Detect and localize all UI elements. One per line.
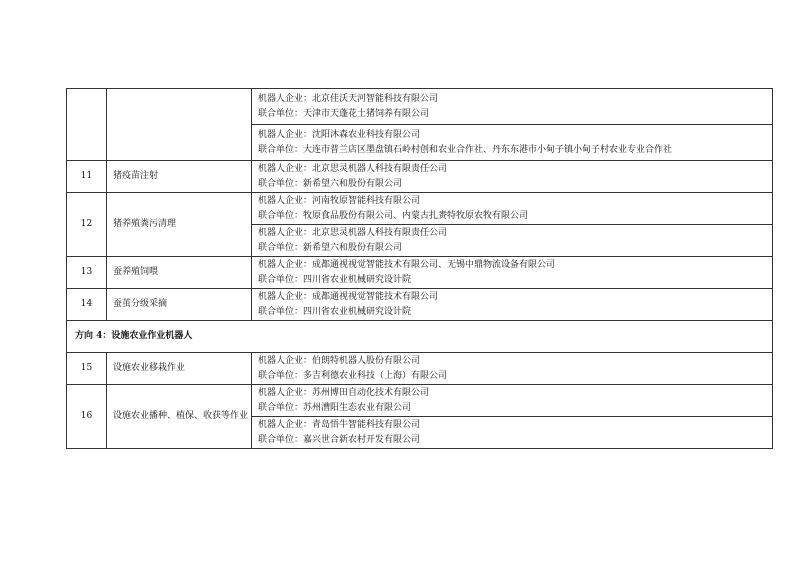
row-number-cell: 16 (67, 385, 107, 449)
row-number-cell: 14 (67, 289, 107, 321)
partner-unit-text: 联合单位：新希望六和股份有限公司 (258, 178, 403, 189)
partner-unit-text: 联合单位：新希望六和股份有限公司 (258, 242, 403, 253)
robot-enterprise-text: 机器人企业：青岛悟牛智能科技有限公司 (258, 420, 421, 430)
table-row (67, 89, 773, 125)
robot-enterprise-text: 机器人企业：成都通视视觉智能技术有限公司 (258, 292, 439, 302)
partner-unit-text: 联合单位：四川省农业机械研究设计院 (258, 274, 412, 285)
entry-cell (252, 289, 773, 321)
application-scenario-cell: 蚕茧分级采摘 (107, 289, 252, 321)
partner-unit-text: 联合单位：四川省农业机械研究设计院 (258, 306, 412, 317)
robot-enterprise-text: 机器人企业：北京思灵机器人科技有限责任公司 (258, 228, 448, 238)
application-scenario-cell: 设施农业播种、植保、收获等作业 (107, 385, 252, 449)
entry-cell (252, 417, 773, 449)
row-number-cell (67, 89, 107, 161)
entry-cell (252, 193, 773, 225)
row-number-cell: 11 (67, 161, 107, 193)
entry-cell (252, 89, 773, 125)
row-number-cell: 13 (67, 257, 107, 289)
application-scenario-cell: 猪疫苗注射 (107, 161, 252, 193)
table-row (67, 161, 773, 193)
robot-enterprise-text: 机器人企业：沈阳沐森农业科技有限公司 (258, 130, 421, 140)
application-scenario-cell: 蚕养殖饲喂 (107, 257, 252, 289)
row-number-cell: 15 (67, 353, 107, 385)
robot-enterprise-text: 机器人企业：苏州博田自动化技术有限公司 (258, 388, 430, 398)
section-header-row (67, 321, 773, 353)
partner-unit-text: 联合单位：大连市普兰店区墨盘镇石岭村创和农业合作社、丹东东港市小甸子镇小甸子村农业专业合作社 (258, 144, 673, 155)
row-number-cell: 12 (67, 193, 107, 257)
table-row (67, 257, 773, 289)
entry-cell (252, 225, 773, 257)
application-scenario-cell: 设施农业移栽作业 (107, 353, 252, 385)
table-row (67, 353, 773, 385)
table-row (67, 385, 773, 417)
partner-unit-text: 联合单位：嘉兴世合新农村开发有限公司 (258, 434, 421, 445)
application-scenario-cell: 猪养殖粪污清理 (107, 193, 252, 257)
partner-unit-text: 联合单位：天津市天蓬花土猪饲养有限公司 (258, 108, 430, 119)
robot-enterprise-text: 机器人企业：北京思灵机器人科技有限责任公司 (258, 164, 448, 174)
robot-enterprise-text: 机器人企业：河南牧原智能科技有限公司 (258, 196, 421, 206)
entry-cell (252, 161, 773, 193)
table-row (67, 193, 773, 225)
robot-project-table (66, 88, 773, 449)
application-scenario-cell (107, 89, 252, 161)
section-title: 方向 4：设施农业作业机器人 (67, 321, 773, 353)
table-row (67, 289, 773, 321)
partner-unit-text: 联合单位：牧原食品股份有限公司、内蒙古扎赉特牧原农牧有限公司 (258, 210, 529, 221)
entry-cell (252, 385, 773, 417)
partner-unit-text: 联合单位：苏州漕阳生态农业有限公司 (258, 402, 412, 413)
entry-cell (252, 257, 773, 289)
robot-enterprise-text: 机器人企业：成都通视视觉智能技术有限公司、无锡中鼎物流设备有限公司 (258, 260, 556, 270)
entry-cell (252, 353, 773, 385)
entry-cell (252, 125, 773, 161)
partner-unit-text: 联合单位：多吉利德农业科技（上海）有限公司 (258, 370, 448, 381)
robot-enterprise-text: 机器人企业：伯朗特机器人股份有限公司 (258, 356, 421, 366)
robot-enterprise-text: 机器人企业：北京佳沃天河智能科技有限公司 (258, 94, 439, 104)
